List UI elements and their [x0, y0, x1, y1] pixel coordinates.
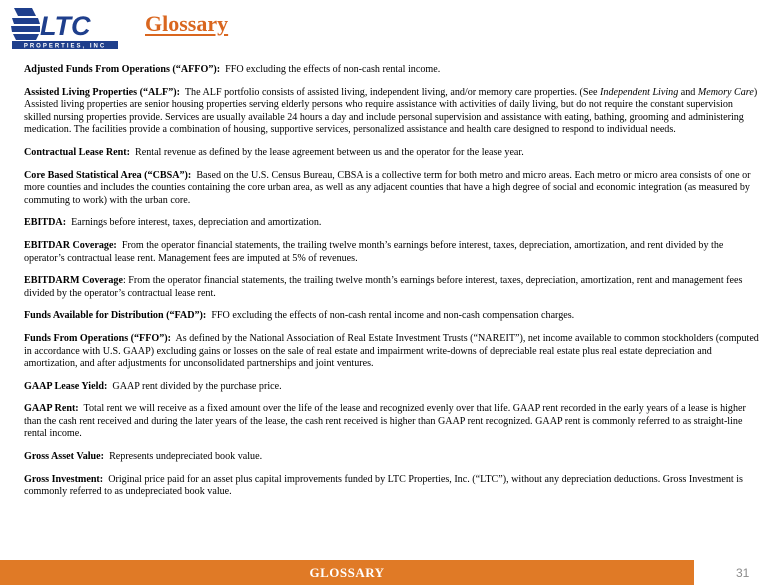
glossary-term: EBITDARM Coverage [24, 275, 123, 287]
glossary-entry-ebitdar-coverage [24, 240, 762, 265]
glossary-entry-ebitdarm-coverage [24, 275, 762, 300]
glossary-entry-gross-asset-value [24, 451, 762, 464]
glossary-term: Core Based Statistical Area (“CBSA”): [24, 169, 192, 181]
glossary-term: Assisted Living Properties (“ALF”): [24, 86, 180, 98]
definition-text: The ALF portfolio consists of assisted living, independent living, and/or memory care properties. (See [184, 86, 601, 98]
glossary-term: Gross Asset Value: [24, 451, 105, 463]
glossary-list [24, 64, 762, 509]
page-title: Glossary [145, 11, 229, 36]
logo-letters: LTC [40, 11, 91, 41]
logo-tagline: PROPERTIES, INC [23, 43, 107, 50]
glossary-term: Contractual Lease Rent: [24, 146, 130, 158]
glossary-entry-gaap-lease-yield [24, 381, 762, 394]
glossary-term: EBITDAR Coverage: [24, 239, 117, 251]
glossary-entry-gross-investment [24, 474, 762, 499]
glossary-entry-ffo [24, 333, 762, 371]
definition-text: and [678, 86, 698, 98]
definition-text: ) Assisted living properties are senior housing properties serving elderly persons who require assistance with activities of daily living, but do not require the constant supervision skilled nursing properties provide. Services are usually available 24 hours a day and include personal supervision and assistance with eating, bathing, grooming and administering medication. The facilities provide a combination of housing, supportive services, personalized assistance and health care designed to respond to individual needs. [24, 86, 758, 136]
glossary-entry-cbsa [24, 170, 762, 208]
definition-reference: Memory Care [697, 86, 754, 98]
footer-label: GLOSSARY [309, 565, 385, 580]
ltc-logo [10, 6, 120, 50]
glossary-term: Funds From Operations (“FFO”): [24, 332, 172, 344]
logo-globe-icon [11, 8, 40, 40]
glossary-entry-ebitda [24, 217, 762, 230]
glossary-term: EBITDA: [24, 217, 67, 229]
glossary-definition: Total rent we will receive as a fixed amount over the life of the lease and recognized evenly over that life. GAAP rent recorded in the early years of a lease is higher than the cash rent received and during the later years of the lease, the cash rent received is higher than GAAP rent recognized. GAAP rent is commonly referred to as straight-line rental income. [24, 403, 746, 440]
glossary-definition: From the operator financial statements, the trailing twelve month’s earnings before interest, taxes, depreciation, amortization, and rent divided by the operator’s contractual lease rent. Management fees are imputed at 5% of revenues. [24, 239, 724, 264]
glossary-term: Adjusted Funds From Operations (“AFFO”): [24, 64, 221, 75]
glossary-term: Gross Investment: [24, 473, 104, 485]
definition-reference: Independent Living [600, 86, 679, 98]
glossary-definition: Based on the U.S. Census Bureau, CBSA is a collective term for both metro and micro areas. Each metro or micro area consists of one or more counties and includes the counties containing the core urban area, as well as any adjacent counties that have a high degree of social and economic integration (as measured by commuting to work) with the urban core. [24, 169, 751, 206]
glossary-definition: Represents undepreciated book value. [109, 451, 263, 463]
glossary-term: Funds Available for Distribution (“FAD”): [24, 310, 207, 322]
glossary-term: GAAP Rent: [24, 403, 79, 415]
glossary-entry-contractual-lease-rent [24, 147, 762, 160]
ltc-logo-mark [10, 6, 120, 50]
footer-bar [0, 560, 694, 585]
glossary-definition: Original price paid for an asset plus capital improvements funded by LTC Properties, Inc. (“LTC”), without any depreciation deductions. Gross Investment is commonly referred to as undepreciated book value. [24, 473, 743, 498]
glossary-definition: FFO excluding the effects of non-cash rental income and non-cash compensation charges. [211, 310, 575, 322]
glossary-definition: As defined by the National Association of Real Estate Investment Trusts (“NAREIT”), net income available to common stockholders (computed in accordance with U.S. GAAP) excluding gains or losses on the sale of real estate and impairment write-downs of depreciable real estate plus real estate depreciation and amortization, and after adjustments for unconsolidated partnerships and joint ventures. [24, 332, 759, 370]
glossary-definition: Rental revenue as defined by the lease agreement between us and the operator for the lease year. [135, 146, 524, 158]
glossary-entry-fad [24, 310, 762, 323]
page-number: 31 [736, 566, 750, 580]
glossary-entry-alf [24, 87, 762, 137]
glossary-definition: Earnings before interest, taxes, depreciation and amortization. [71, 217, 322, 229]
glossary-definition: GAAP rent divided by the purchase price. [112, 380, 282, 392]
glossary-entry-affo [24, 64, 762, 77]
glossary-term: GAAP Lease Yield: [24, 380, 108, 392]
glossary-definition: FFO excluding the effects of non-cash rental income. [225, 64, 441, 75]
glossary-definition: : From the operator financial statements, the trailing twelve month’s earnings before interest, taxes, depreciation, amortization, rent and management fees divided by the operator’s contractual lease rent. [24, 275, 743, 299]
glossary-entry-gaap-rent [24, 403, 762, 441]
